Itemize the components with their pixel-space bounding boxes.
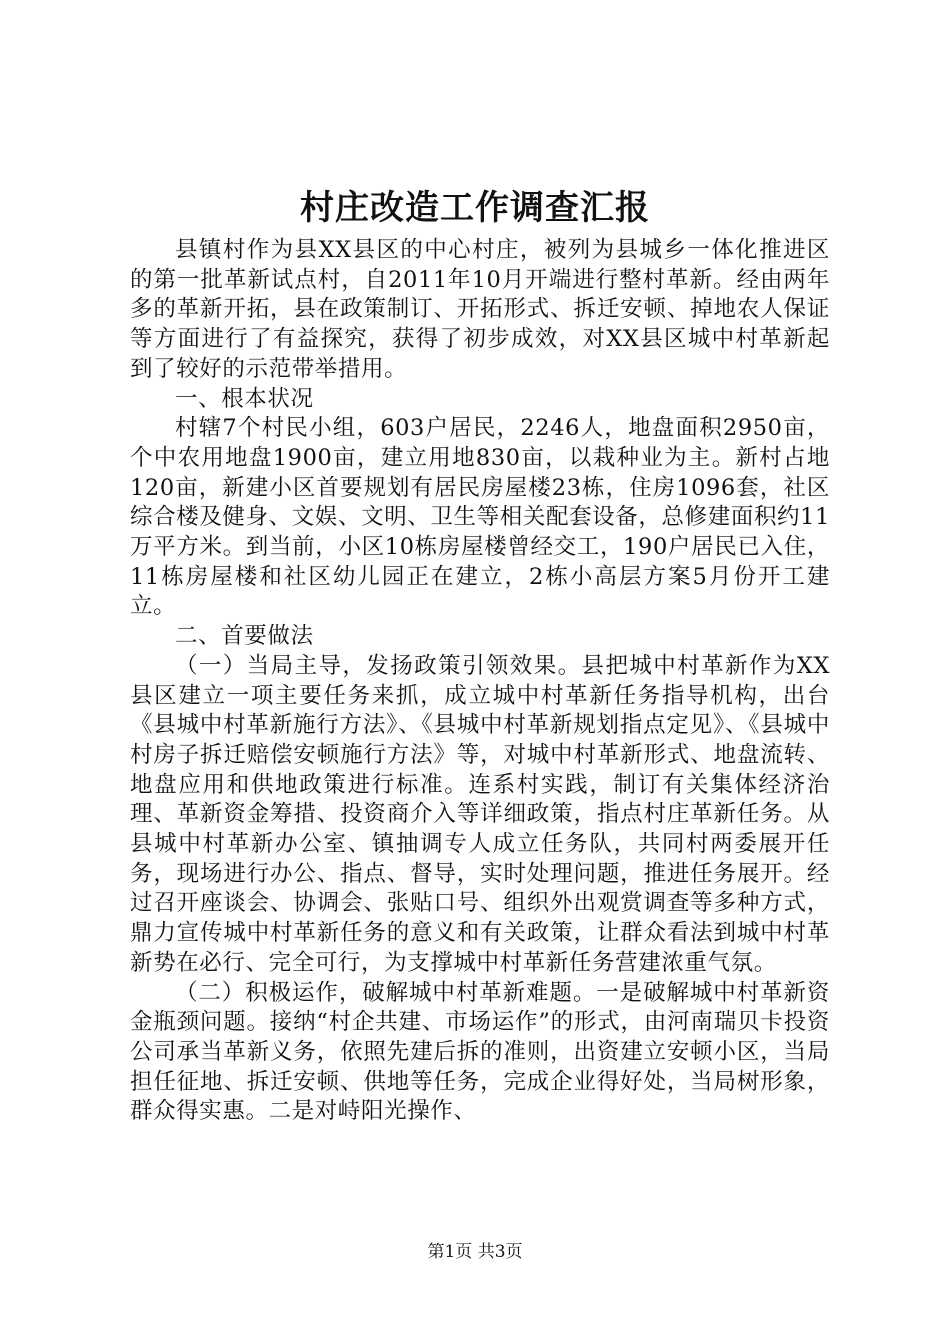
intro-paragraph: 县镇村作为县XX县区的中心村庄，被列为县城乡一体化推进区的第一批革新试点村，自2011年10月开端进行整村革新。经由两年多的革新开拓，县在政策制订、开拓形式、拆迁安顿、掉地农人保证等方面进行了有益探究，获得了初步成效，对XX县区城中村革新起到了较好的示范带举措用。	[130, 237, 830, 382]
method-one-paragraph: （一）当局主导，发扬政策引领效果。县把城中村革新作为XX县区建立一项主要任务来抓，成立城中村革新任务指导机构，出台《县城中村革新施行方法》、《县城中村革新规划指点定见》、《县城中村房子拆迁赔偿安顿施行方法》等，对城中村革新形式、地盘流转、地盘应用和供地政策进行标准。连系村实践，制订有关集体经济治理、革新资金筹措、投资商介入等详细政策，指点村庄革新任务。从县城中村革新办公室、镇抽调专人成立任务队，共同村两委展开任务，现场进行办公、指点、督导，实时处理问题，推进任务展开。经过召开座谈会、协调会、张贴口号、组织外出观赏调查等多种方式，鼎力宣传城中村革新任务的意义和有关政策，让群众看法到城中村革新势在必行、完全可行，为支撑城中村革新任务营建浓重气氛。	[130, 652, 830, 976]
section-heading-main-methods: 二、首要做法	[175, 623, 314, 650]
section-heading-basic-situation: 一、根本状况	[175, 385, 314, 412]
method-two-paragraph: （二）积极运作，破解城中村革新难题。一是破解城中村革新资金瓶颈问题。接纳“村企共建、市场运作”的形式，由河南瑞贝卡投资公司承当革新义务，依照先建后拆的准则，出资建立安顿小区，当局担任征地、拆迁安顿、供地等任务，完成企业得好处，当局树形象，群众得实惠。二是对峙阳光操作、	[130, 979, 830, 1125]
document-title: 村庄改造工作调查汇报	[300, 188, 650, 228]
page-number-footer: 第1页 共3页	[427, 1242, 523, 1262]
document-body	[130, 236, 830, 1127]
basic-situation-paragraph: 村辖7个村民小组，603户居民，2246人，地盘面积2950亩，个中农用地盘1900亩，建立用地830亩，以栽种业为主。新村占地120亩，新建小区首要规划有居民房屋楼23栋，住房1096套，社区综合楼及健身、文娱、文明、卫生等相关配套设备，总修建面积约11万平方米。到当前，小区10栋房屋楼曾经交工，190户居民已入住，11栋房屋楼和社区幼儿园正在建立，2栋小高层方案5月份开工建立。	[130, 415, 830, 620]
